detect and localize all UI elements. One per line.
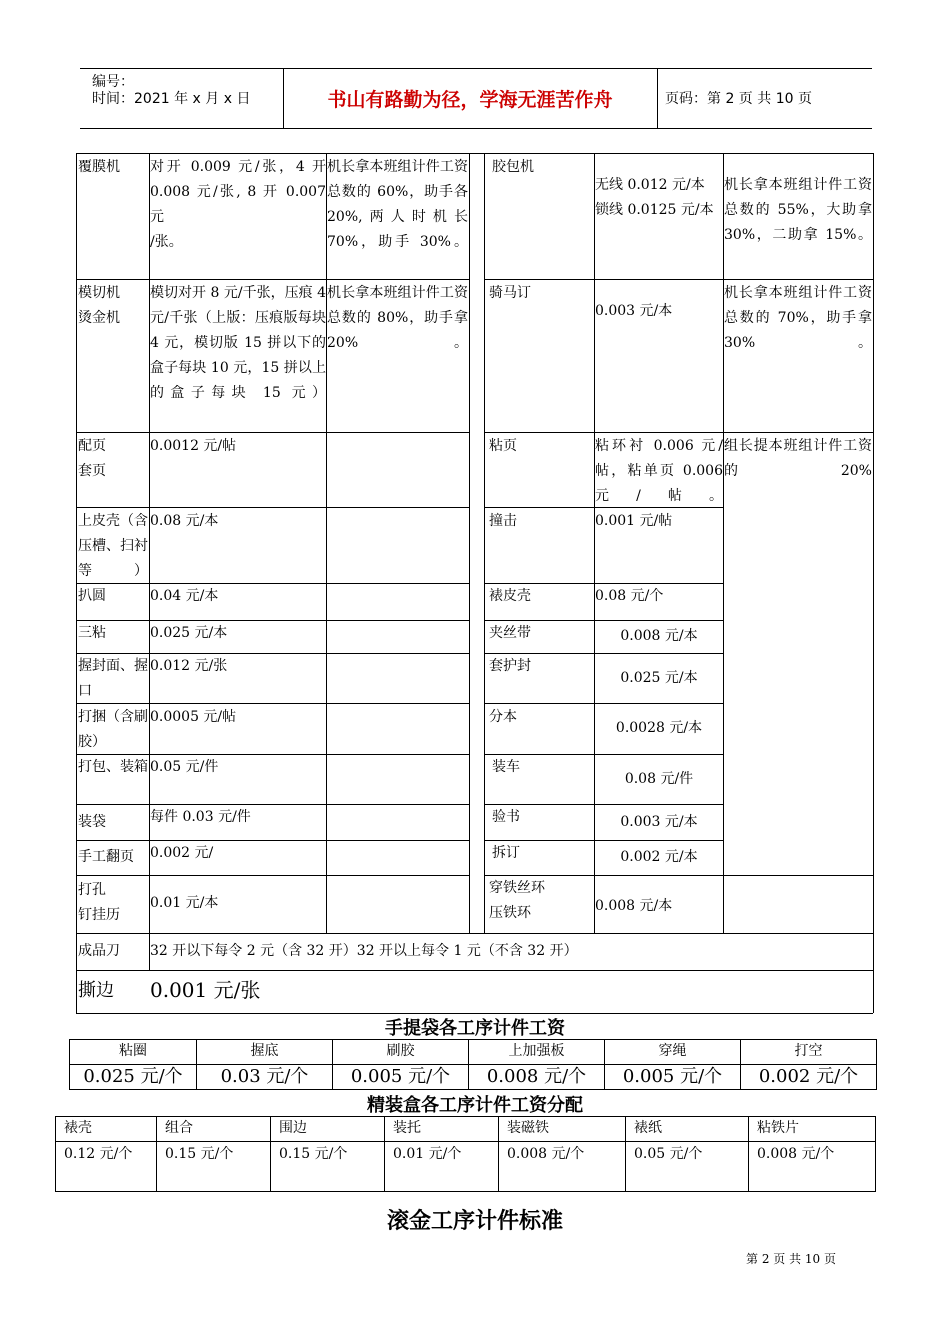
giftbox-header: 装磁铁 (499, 1117, 626, 1142)
col-rule (469, 153, 470, 933)
giftbox-header: 裱纸 (626, 1117, 749, 1142)
process-name: 分本 (489, 709, 517, 725)
giftbox-header: 裱壳 (56, 1117, 157, 1142)
rate-text: 0.025 元/本 (150, 625, 228, 641)
giftbox-value: 0.008 元/个 (749, 1142, 876, 1192)
rate-text: 0.008 元/本 (595, 898, 673, 914)
handbag-header: 握底 (197, 1040, 333, 1065)
row-rule (484, 279, 873, 280)
process-name: 装车 (492, 759, 520, 775)
gilding-title: 滚金工序计件标准 (386, 1209, 563, 1234)
share-text: 机长拿本班组计件工资总数的 70%，助手拿 30%。 (724, 285, 872, 351)
rate-text: 0.003 元/本 (595, 303, 673, 319)
process-name: 穿铁丝环 压铁环 (489, 880, 545, 921)
row-rule (76, 875, 469, 876)
handbag-value: 0.03 元/个 (197, 1065, 333, 1090)
share-text: 机长拿本班组计件工资总数的 60%，助手各 20%,两人时机长 70%，助手 30%。 (327, 159, 468, 250)
page-header (80, 68, 872, 128)
process-name: 撞击 (489, 513, 517, 529)
col-rule (723, 153, 724, 933)
process-name: 手工翻页 (78, 849, 134, 865)
rate-text: 0.01 元/本 (150, 895, 219, 911)
process-name: 成品刀 (78, 943, 120, 959)
handbag-header: 打空 (741, 1040, 877, 1065)
row-rule (76, 933, 873, 934)
giftbox-value: 0.05 元/个 (626, 1142, 749, 1192)
doc-date: 时间：2021 年 x 月 x 日 (92, 91, 251, 107)
rate-text: 粘环衬 0.006 元/帖，粘单页 0.006 元/帖。 (595, 438, 723, 504)
rate-text: 0.08 元/本 (150, 513, 219, 529)
process-name: 粘页 (489, 438, 517, 454)
header-divider (283, 68, 284, 128)
handbag-value: 0.002 元/个 (741, 1065, 877, 1090)
rate-text: 0.08 元/个 (595, 588, 664, 604)
rate-text: 0.003 元/本 (620, 814, 698, 830)
process-name: 打孔 钉挂历 (78, 882, 120, 923)
process-name: 夹丝带 (489, 625, 531, 641)
handbag-header: 穿绳 (605, 1040, 741, 1065)
process-name: 上皮壳（含压槽、扫衬等） (78, 513, 148, 579)
giftbox-header: 组合 (157, 1117, 271, 1142)
page-code: 页码：第 2 页 共 10 页 (665, 91, 812, 107)
giftbox-header: 围边 (271, 1117, 385, 1142)
giftbox-value: 0.12 元/个 (56, 1142, 157, 1192)
process-name: 扒圆 (78, 588, 106, 604)
process-name: 三粘 (78, 625, 106, 641)
process-name: 握封面、握口 (78, 658, 148, 699)
handbag-table (69, 1039, 877, 1090)
col-rule (326, 153, 327, 933)
giftbox-value: 0.15 元/个 (271, 1142, 385, 1192)
process-name: 撕边 (78, 980, 114, 1001)
table-border (76, 153, 873, 154)
row-rule (484, 432, 873, 433)
giftbox-header: 粘铁片 (749, 1117, 876, 1142)
handbag-value: 0.005 元/个 (605, 1065, 741, 1090)
rate-text: 0.002 元/ (150, 845, 214, 861)
process-name: 拆订 (492, 845, 520, 861)
row-rule (484, 703, 723, 704)
row-rule (76, 507, 469, 508)
rate-text: 0.012 元/张 (150, 658, 228, 674)
header-divider (657, 68, 658, 128)
process-name: 配页 套页 (78, 438, 106, 479)
process-name: 装袋 (78, 814, 106, 830)
page-footer: 第 2 页 共 10 页 (746, 1252, 836, 1266)
giftbox-table (55, 1116, 876, 1192)
rate-text: 0.04 元/本 (150, 588, 219, 604)
rate-text: 0.008 元/本 (620, 628, 698, 644)
handbag-header: 粘圈 (70, 1040, 197, 1065)
rate-text: 0.08 元/件 (624, 771, 694, 787)
row-rule (76, 432, 469, 433)
table-border (873, 153, 874, 1013)
share-text: 机长拿本班组计件工资总数的 55%，大助拿 30%，二助拿 15%。 (724, 177, 872, 243)
rate-text: 0.05 元/件 (150, 759, 219, 775)
process-name: 打包、装箱 (78, 759, 148, 775)
rate-text: 0.0005 元/帖 (150, 709, 237, 725)
rate-text: 0.025 元/本 (620, 670, 698, 686)
process-name: 打捆（含刷胶） (78, 709, 148, 750)
giftbox-value: 0.15 元/个 (157, 1142, 271, 1192)
header-bottom-rule (80, 128, 872, 129)
rate-text: 32 开以下每令 2 元（含 32 开）32 开以上每令 1 元（不含 32 开） (150, 943, 578, 959)
process-name: 裱皮壳 (489, 588, 531, 604)
rate-text: 对开 0.009 元/张，4 开0.008 元/张, 8 开 0.007 元 /张。 (150, 159, 326, 250)
rate-text: 0.001 元/帖 (595, 513, 673, 529)
giftbox-value: 0.008 元/个 (499, 1142, 626, 1192)
header-motto: 书山有路勤为径，学海无涯苦作舟 (327, 88, 613, 111)
rate-text: 0.002 元/本 (620, 849, 698, 865)
giftbox-title: 精装盒各工序计件工资分配 (367, 1095, 583, 1116)
col-rule (484, 153, 485, 933)
process-name: 模切机 烫金机 (78, 285, 120, 326)
handbag-header: 上加强板 (469, 1040, 605, 1065)
process-name: 验书 (492, 809, 520, 825)
process-name: 套护封 (489, 658, 531, 674)
rate-text: 无线 0.012 元/本 锁线 0.0125 元/本 (595, 177, 714, 218)
share-text: 组长提本班组计件工资的 20% (724, 438, 872, 479)
process-name: 覆膜机 (78, 159, 120, 175)
row-rule (76, 970, 873, 971)
rate-text: 0.0012 元/帖 (150, 438, 237, 454)
doc-number-label: 编号： (92, 74, 134, 90)
giftbox-header: 装托 (385, 1117, 499, 1142)
process-name: 胶包机 (492, 159, 534, 175)
giftbox-value: 0.01 元/个 (385, 1142, 499, 1192)
handbag-header: 刷胶 (333, 1040, 469, 1065)
handbag-value: 0.005 元/个 (333, 1065, 469, 1090)
handbag-title: 手提袋各工序计件工资 (385, 1018, 565, 1039)
process-name: 骑马订 (489, 285, 531, 301)
handbag-value: 0.025 元/个 (70, 1065, 197, 1090)
rate-text: 每件 0.03 元/件 (150, 809, 251, 825)
row-rule (76, 279, 469, 280)
rate-text: 0.0028 元/本 (615, 720, 703, 736)
rate-text: 0.001 元/张 (150, 978, 261, 1002)
rate-text: 模切对开 8 元/千张，压痕 4 元/千张（上版：压痕版每块 4 元，模切版 15 拼以下的盒子每块 10 元，15 拼以上的盒子每块 15 元） (150, 285, 326, 401)
share-text: 机长拿本班组计件工资总数的 80%，助手拿 20%。 (327, 285, 468, 351)
handbag-value: 0.008 元/个 (469, 1065, 605, 1090)
